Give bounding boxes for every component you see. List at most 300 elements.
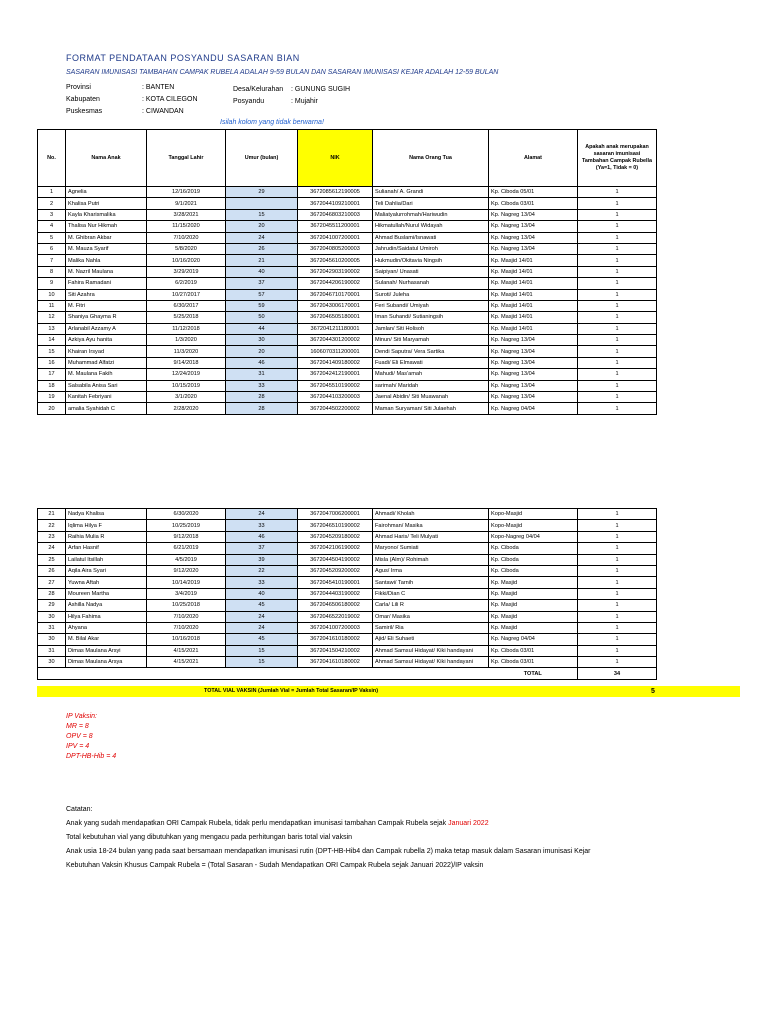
row-status: 1 (578, 198, 657, 209)
row-nik: 3672044502200002 (298, 403, 373, 414)
table-row (38, 278, 657, 289)
table-row (38, 392, 657, 403)
row-nama-anak: Khalisa Putri (66, 198, 147, 209)
row-status: 1 (578, 565, 657, 576)
row-umur: 20 (226, 346, 298, 357)
row-nik: 3672041409180002 (298, 357, 373, 368)
table-row (38, 543, 657, 554)
row-no: 28 (38, 588, 66, 599)
note-3: Anak usia 18-24 bulan yang pada saat bersamaan mendapatkan imunisasi rutin (DPT-HB-Hib4 dan Campak rubella 2) maka tetap masuk dalam Sasaran imunisasi Kejar (66, 848, 591, 855)
row-umur (226, 198, 298, 209)
row-no: 7 (38, 255, 66, 266)
row-nama-orang-tua: Ahmad Buslami/Isnawati (373, 232, 489, 243)
row-nama-anak: Lailatul Itsillah (66, 554, 147, 565)
row-umur: 24 (226, 622, 298, 633)
row-alamat: Kopo-Nagreg 04/04 (489, 531, 578, 542)
row-nik: 3672044206190002 (298, 278, 373, 289)
table-row (38, 403, 657, 414)
table-row (38, 289, 657, 300)
provinsi-label: Provinsi (66, 84, 91, 91)
row-nama-orang-tua: Mahudi/ Mas'amah (373, 369, 489, 380)
row-nama-anak: Ashilla Nadya (66, 600, 147, 611)
row-umur: 37 (226, 543, 298, 554)
row-no: 15 (38, 346, 66, 357)
row-nik: 3672046803210003 (298, 209, 373, 220)
row-alamat: Kp. Nagreg 13/04 (489, 335, 578, 346)
row-tanggal-lahir: 11/12/2018 (147, 323, 226, 334)
row-alamat: Kp. Nagreg 13/04 (489, 243, 578, 254)
row-nama-anak: Nadya Khalisa (66, 509, 147, 520)
row-tanggal-lahir: 9/14/2018 (147, 357, 226, 368)
row-umur: 59 (226, 300, 298, 311)
row-alamat: Kp. Ciboda 05/01 (489, 187, 578, 198)
note-1 (66, 817, 746, 831)
notes-heading: Catatan: (66, 806, 93, 813)
row-alamat: Kopo-Masjid (489, 520, 578, 531)
row-tanggal-lahir: 11/15/2020 (147, 221, 226, 232)
row-tanggal-lahir: 11/3/2020 (147, 346, 226, 357)
row-no: 30 (38, 657, 66, 668)
row-nama-anak: Moureen Martha (66, 588, 147, 599)
row-nama-orang-tua: Carla/ Lili R (373, 600, 489, 611)
row-nama-orang-tua: Hikmatullah/Nurul Widayah (373, 221, 489, 232)
row-nama-anak: Shaniya Ghayma R (66, 312, 147, 323)
row-no: 13 (38, 323, 66, 334)
header-nik: NIK (298, 130, 373, 187)
data-table-part1 (37, 129, 657, 415)
row-nik: 3672042412190001 (298, 369, 373, 380)
table-row (38, 266, 657, 277)
row-status: 1 (578, 232, 657, 243)
row-status: 1 (578, 645, 657, 656)
row-status: 1 (578, 520, 657, 531)
row-nik: 3672045209200002 (298, 565, 373, 576)
row-alamat: Kp. Masjid 14/01 (489, 323, 578, 334)
table-row (38, 657, 657, 668)
row-tanggal-lahir: 9/12/2018 (147, 531, 226, 542)
row-umur: 15 (226, 657, 298, 668)
row-nama-anak: M. Ghibran Akbar (66, 232, 147, 243)
table-row (38, 369, 657, 380)
row-no: 31 (38, 645, 66, 656)
row-alamat: Kp. Masjid (489, 577, 578, 588)
note-1-highlight: Januari 2022 (448, 820, 489, 827)
row-umur: 28 (226, 403, 298, 414)
row-tanggal-lahir: 3/29/2019 (147, 266, 226, 277)
row-status: 1 (578, 380, 657, 391)
row-no: 25 (38, 554, 66, 565)
table-row (38, 531, 657, 542)
row-tanggal-lahir: 12/24/2019 (147, 369, 226, 380)
row-alamat: Kp. Ciboda (489, 543, 578, 554)
row-no: 1 (38, 187, 66, 198)
ip-vaksin-heading: IP Vaksin: (66, 713, 97, 720)
table-row (38, 634, 657, 645)
row-nama-orang-tua: sarimah/ Maridah (373, 380, 489, 391)
row-status: 1 (578, 403, 657, 414)
row-no: 30 (38, 611, 66, 622)
fill-hint: Isilah kolom yang tidak berwarna! (220, 119, 324, 126)
row-status: 1 (578, 554, 657, 565)
row-no: 31 (38, 622, 66, 633)
row-status: 1 (578, 255, 657, 266)
row-no: 17 (38, 369, 66, 380)
row-nama-anak: Iqlima Hilya F (66, 520, 147, 531)
row-status: 1 (578, 289, 657, 300)
row-no: 16 (38, 357, 66, 368)
row-tanggal-lahir: 1/3/2020 (147, 335, 226, 346)
row-nik: 3672041007200003 (298, 622, 373, 633)
row-nama-orang-tua: Maliatyalurrohmah/Hariwudin (373, 209, 489, 220)
row-tanggal-lahir: 9/12/2020 (147, 565, 226, 576)
row-status: 1 (578, 312, 657, 323)
row-no: 14 (38, 335, 66, 346)
row-alamat: Kopo-Masjid (489, 509, 578, 520)
row-no: 5 (38, 232, 66, 243)
row-umur: 20 (226, 221, 298, 232)
puskesmas-value: : CIWANDAN (142, 108, 184, 115)
row-umur: 30 (226, 335, 298, 346)
row-no: 30 (38, 634, 66, 645)
row-nik: 3672044504190002 (298, 554, 373, 565)
total-value: 34 (578, 668, 657, 679)
row-tanggal-lahir: 7/10/2020 (147, 611, 226, 622)
row-tanggal-lahir: 10/25/2019 (147, 520, 226, 531)
row-status: 1 (578, 531, 657, 542)
total-label: TOTAL (489, 668, 578, 679)
row-nik: 3672041007200001 (298, 232, 373, 243)
row-nama-orang-tua: Fikki/Dian C (373, 588, 489, 599)
row-status: 1 (578, 543, 657, 554)
row-nama-orang-tua: Teli Dahlia/Dari (373, 198, 489, 209)
table-row (38, 588, 657, 599)
table-row (38, 509, 657, 520)
row-alamat: Kp. Ciboda 03/01 (489, 645, 578, 656)
row-nik: 3672045510190002 (298, 380, 373, 391)
row-umur: 57 (226, 289, 298, 300)
row-nama-orang-tua: Santawi/ Tarnih (373, 577, 489, 588)
row-tanggal-lahir: 4/5/2019 (147, 554, 226, 565)
row-no: 9 (38, 278, 66, 289)
row-status: 1 (578, 577, 657, 588)
kabupaten-label: Kabupaten (66, 96, 100, 103)
total-vial-row (37, 686, 740, 697)
table-row (38, 300, 657, 311)
row-nama-orang-tua: Maryono/ Sumiati (373, 543, 489, 554)
row-nama-anak: Siti Azahra (66, 289, 147, 300)
row-nik: 3672044301200002 (298, 335, 373, 346)
table-row (38, 346, 657, 357)
row-nama-orang-tua: Omar/ Masika (373, 611, 489, 622)
row-status: 1 (578, 357, 657, 368)
row-no: 26 (38, 565, 66, 576)
row-umur: 29 (226, 187, 298, 198)
header-umur: Umur (bulan) (226, 130, 298, 187)
row-no: 8 (38, 266, 66, 277)
table-row (38, 255, 657, 266)
row-nama-orang-tua: Minun/ Siti Maryamah (373, 335, 489, 346)
table-row (38, 622, 657, 633)
row-alamat: Kp. Ciboda (489, 565, 578, 576)
table-row (38, 312, 657, 323)
row-nik: 3672047006200001 (298, 509, 373, 520)
row-nik: 3672044103200003 (298, 392, 373, 403)
row-no: 27 (38, 577, 66, 588)
table-body-part2 (38, 509, 657, 668)
row-alamat: Kp. Masjid (489, 588, 578, 599)
row-alamat: Kp. Masjid 14/01 (489, 278, 578, 289)
row-status: 1 (578, 300, 657, 311)
row-tanggal-lahir: 4/15/2021 (147, 645, 226, 656)
row-nama-orang-tua: Saipiyan/ Unasati (373, 266, 489, 277)
row-tanggal-lahir: 6/30/2017 (147, 300, 226, 311)
row-alamat: Kp. Ciboda 03/01 (489, 657, 578, 668)
row-nik: 3672041610180002 (298, 634, 373, 645)
note-1-text: Anak yang sudah mendapatkan ORI Campak Rubela, tidak perlu mendapatkan imunisasi tambahan Campak Rubela sejak (66, 820, 449, 827)
row-nama-anak: Malika Nahla (66, 255, 147, 266)
header-alamat: Alamat (489, 130, 578, 187)
row-tanggal-lahir: 10/15/2019 (147, 380, 226, 391)
row-no: 4 (38, 221, 66, 232)
row-status: 1 (578, 509, 657, 520)
table-row (38, 232, 657, 243)
row-nama-orang-tua: Ahmad Samsul Hidayat/ Kiki handayani (373, 645, 489, 656)
note-4: Kebutuhan Vaksin Khusus Campak Rubela = (Total Sasaran - Sudah Mendapatkan ORI Campak Rubela sejak Januari 2022)/IP vaksin (66, 862, 484, 869)
row-nama-anak: M. Nazril Maulana (66, 266, 147, 277)
row-status: 1 (578, 634, 657, 645)
row-nik: 3672045511200001 (298, 221, 373, 232)
posyandu-value: : Mujahir (291, 98, 318, 105)
row-alamat: Kp. Masjid (489, 622, 578, 633)
row-nama-anak: amalia Syahidah C (66, 403, 147, 414)
row-nama-anak: Fahira Ramadani (66, 278, 147, 289)
row-umur: 24 (226, 509, 298, 520)
row-nik: 3672043006170001 (298, 300, 373, 311)
row-umur: 45 (226, 634, 298, 645)
table-row (38, 335, 657, 346)
data-table-part2 (37, 508, 657, 680)
row-status: 1 (578, 278, 657, 289)
row-alamat: Kp. Ciboda 03/01 (489, 198, 578, 209)
row-alamat: Kp. Ciboda (489, 554, 578, 565)
row-nama-anak: Salsabila Anisa Sari (66, 380, 147, 391)
provinsi-value: : BANTEN (142, 84, 175, 91)
row-umur: 15 (226, 645, 298, 656)
row-no: 29 (38, 600, 66, 611)
row-nama-orang-tua: Feri Subandi/ Umiyah (373, 300, 489, 311)
header-tanggal-lahir: Tanggal Lahir (147, 130, 226, 187)
row-nama-anak: Arfan Hasnif (66, 543, 147, 554)
table-row (38, 221, 657, 232)
puskesmas-label: Puskesmas (66, 108, 103, 115)
row-nik: 3672041504210002 (298, 645, 373, 656)
table-row (38, 243, 657, 254)
row-status: 1 (578, 611, 657, 622)
row-nama-anak: Yuwna Aftah (66, 577, 147, 588)
row-nama-anak: Dimas Maulana Arsyi (66, 645, 147, 656)
row-nama-anak: Khairan Irsyad (66, 346, 147, 357)
header-no: No. (38, 130, 66, 187)
row-nama-anak: M. Maulana Fakih (66, 369, 147, 380)
table-row (38, 600, 657, 611)
table-row (38, 198, 657, 209)
table-row (38, 520, 657, 531)
row-umur: 31 (226, 369, 298, 380)
row-nama-orang-tua: Ahmad Haris/ Teli Mulyati (373, 531, 489, 542)
row-nama-anak: Kanitah Febriyani (66, 392, 147, 403)
total-row (38, 668, 657, 679)
row-nama-orang-tua: Samiril/ Ria (373, 622, 489, 633)
table-row (38, 611, 657, 622)
row-status: 1 (578, 657, 657, 668)
row-umur: 46 (226, 357, 298, 368)
header-status-sasaran: Apakah anak merupakan sasaran imunisasi Tambahan Campak Rubella (Ya=1, Tidak = 0) (578, 130, 657, 187)
row-tanggal-lahir: 9/1/2021 (147, 198, 226, 209)
table-row (38, 187, 657, 198)
row-nama-anak: Dimas Maulana Arsya (66, 657, 147, 668)
row-nama-orang-tua: Sulanah/ Nurhasanah (373, 278, 489, 289)
row-no: 19 (38, 392, 66, 403)
header-nama-orang-tua: Nama Orang Tua (373, 130, 489, 187)
row-no: 20 (38, 403, 66, 414)
row-nama-orang-tua: Suroti/ Juleha (373, 289, 489, 300)
row-nama-orang-tua: Jamlan/ Siti Holisoh (373, 323, 489, 334)
row-no: 24 (38, 543, 66, 554)
row-nik: 3672046506180002 (298, 600, 373, 611)
row-alamat: Kp. Masjid 14/01 (489, 312, 578, 323)
row-tanggal-lahir: 3/1/2020 (147, 392, 226, 403)
row-nik: 3672044403190002 (298, 588, 373, 599)
row-no: 10 (38, 289, 66, 300)
row-nama-anak: Arlanabil Azzamy A (66, 323, 147, 334)
ip-vaksin-opv: OPV = 8 (66, 733, 93, 740)
row-nama-orang-tua: Maman Suryaman/ Siti Julaehah (373, 403, 489, 414)
row-alamat: Kp. Nagreg 13/04 (489, 357, 578, 368)
row-alamat: Kp. Nagreg 13/04 (489, 209, 578, 220)
row-nik: 3672046510190002 (298, 520, 373, 531)
row-no: 11 (38, 300, 66, 311)
row-tanggal-lahir: 12/16/2019 (147, 187, 226, 198)
row-nik: 3672045610200005 (298, 255, 373, 266)
row-umur: 46 (226, 531, 298, 542)
row-tanggal-lahir: 6/2/2019 (147, 278, 226, 289)
row-nik: 3672045209180002 (298, 531, 373, 542)
row-tanggal-lahir: 4/15/2021 (147, 657, 226, 668)
row-nik: 1606070311200001 (298, 346, 373, 357)
table-row (38, 577, 657, 588)
row-no: 23 (38, 531, 66, 542)
note-2: Total kebutuhan vial yang dibutuhkan yang mengacu pada perhitungan baris total vial vaksin (66, 834, 353, 841)
row-umur: 24 (226, 232, 298, 243)
table-row (38, 565, 657, 576)
desa-value: : GUNUNG SUGIH (291, 86, 351, 93)
row-nama-orang-tua: Jahrudin/Saidatul Umiroh (373, 243, 489, 254)
row-status: 1 (578, 622, 657, 633)
row-nik: 3672042106190002 (298, 543, 373, 554)
row-nik: 3672046522019002 (298, 611, 373, 622)
row-umur: 24 (226, 611, 298, 622)
total-vial-label: TOTAL VIAL VAKSIN (Jumlah Vial = Jumlah Total Sasaran/IP Vaksin) (204, 688, 378, 694)
row-umur: 33 (226, 520, 298, 531)
total-vial-value: 5 (651, 688, 655, 695)
row-nik: 3672085612190005 (298, 187, 373, 198)
row-nama-anak: Azkiya Ayu hanita (66, 335, 147, 346)
row-umur: 50 (226, 312, 298, 323)
row-umur: 26 (226, 243, 298, 254)
row-umur: 22 (226, 565, 298, 576)
ip-vaksin-ipv: IPV = 4 (66, 743, 90, 750)
row-tanggal-lahir: 7/10/2020 (147, 232, 226, 243)
row-status: 1 (578, 209, 657, 220)
row-alamat: Kp. Masjid 14/01 (489, 255, 578, 266)
row-nama-anak: Thalisa Nur Hikmah (66, 221, 147, 232)
row-alamat: Kp. Nagreg 13/04 (489, 380, 578, 391)
row-nama-orang-tua: Ahmad Samsul Hidayat/ Kiki handayani (373, 657, 489, 668)
row-status: 1 (578, 187, 657, 198)
table-row (38, 209, 657, 220)
ip-vaksin-box (66, 712, 116, 762)
row-umur: 33 (226, 577, 298, 588)
row-alamat: Kp. Nagreg 04/04 (489, 403, 578, 414)
row-nik: 3672046710170001 (298, 289, 373, 300)
row-alamat: Kp. Nagreg 13/04 (489, 221, 578, 232)
row-status: 1 (578, 369, 657, 380)
row-nama-anak: M. Fitri (66, 300, 147, 311)
row-no: 22 (38, 520, 66, 531)
row-nama-anak: M. Mauza Syarif (66, 243, 147, 254)
row-nama-orang-tua: Jaenal Abidin/ Siti Muawanah (373, 392, 489, 403)
row-tanggal-lahir: 7/10/2020 (147, 622, 226, 633)
row-alamat: Kp. Masjid (489, 600, 578, 611)
row-tanggal-lahir: 5/8/2020 (147, 243, 226, 254)
row-tanggal-lahir: 6/21/2019 (147, 543, 226, 554)
ip-vaksin-mr: MR = 8 (66, 723, 89, 730)
row-nik: 3672041211180001 (298, 323, 373, 334)
row-status: 1 (578, 346, 657, 357)
row-nama-anak: Aqila Aira Syari (66, 565, 147, 576)
row-nama-anak: Kayla Kharismalika (66, 209, 147, 220)
row-nik: 3672044109210001 (298, 198, 373, 209)
row-status: 1 (578, 323, 657, 334)
row-tanggal-lahir: 10/25/2018 (147, 600, 226, 611)
row-tanggal-lahir: 3/4/2019 (147, 588, 226, 599)
ip-vaksin-dpt: DPT-HB-Hib = 4 (66, 753, 117, 760)
row-tanggal-lahir: 5/25/2018 (147, 312, 226, 323)
row-tanggal-lahir: 10/16/2018 (147, 634, 226, 645)
row-nama-orang-tua: Ajid/ Eli Suhaeti (373, 634, 489, 645)
row-nama-orang-tua: Dendi Saputra/ Vera Sartika (373, 346, 489, 357)
row-tanggal-lahir: 3/28/2021 (147, 209, 226, 220)
row-no: 21 (38, 509, 66, 520)
row-tanggal-lahir: 10/27/2017 (147, 289, 226, 300)
row-nik: 3672045410190001 (298, 577, 373, 588)
row-alamat: Kp. Nagreg 04/04 (489, 634, 578, 645)
row-status: 1 (578, 266, 657, 277)
header-nama-anak: Nama Anak (66, 130, 147, 187)
row-umur: 28 (226, 392, 298, 403)
row-no: 18 (38, 380, 66, 391)
kabupaten-value: : KOTA CILEGON (142, 96, 198, 103)
row-alamat: Kp. Nagreg 13/04 (489, 392, 578, 403)
row-alamat: Kp. Nagreg 13/04 (489, 346, 578, 357)
row-nama-orang-tua: Misla (Alm)/ Rohimah (373, 554, 489, 565)
row-nama-anak: Hilya Fahima (66, 611, 147, 622)
row-alamat: Kp. Masjid 14/01 (489, 266, 578, 277)
row-status: 1 (578, 600, 657, 611)
row-nama-orang-tua: Fairohman/ Masika (373, 520, 489, 531)
row-status: 1 (578, 335, 657, 346)
row-umur: 44 (226, 323, 298, 334)
